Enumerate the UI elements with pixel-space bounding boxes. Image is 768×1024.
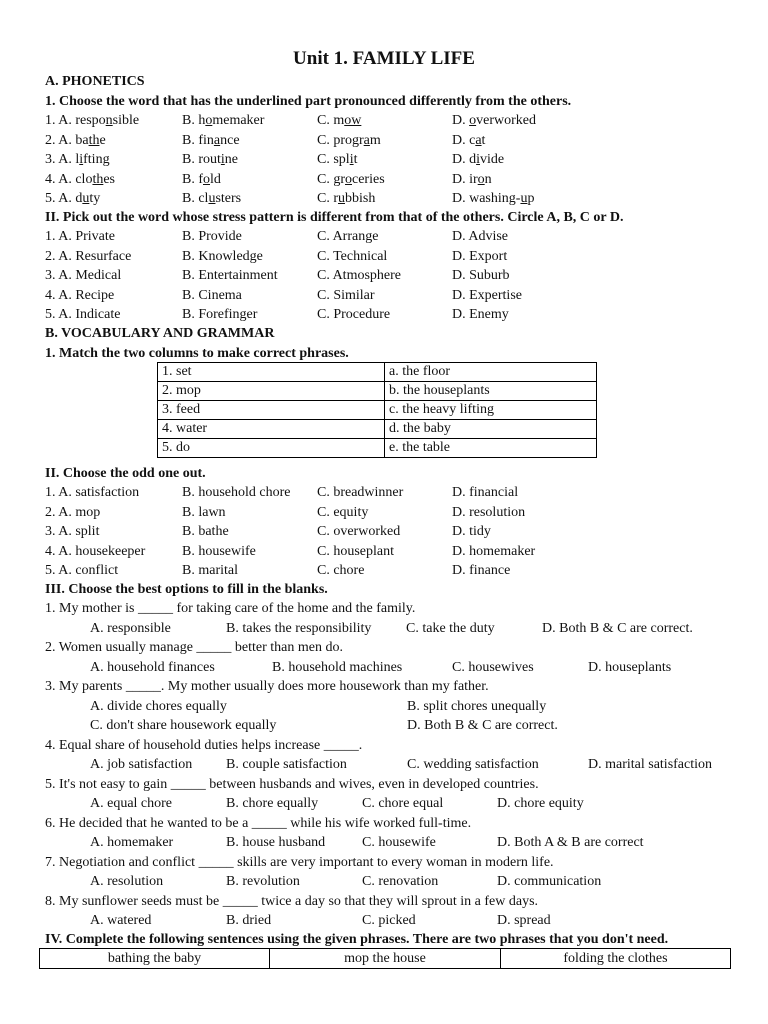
answer-option: 3. A. split [45,524,100,539]
answer-option: D. washing-up [452,191,535,206]
multiple-choice-heading: III. Choose the best options to fill in the blanks. [45,582,328,597]
answer-option: 2. A. bathe [45,132,106,148]
answer-option: D. communication [497,874,602,889]
stress-heading: II. Pick out the word whose stress pattern is different from that of the others. Circle A, B, C or D. [45,210,624,225]
underlined-part: u [82,191,90,206]
answer-option: 2. A. mop [45,504,101,520]
answer-option: C. split [317,152,358,167]
answer-option: C. houseplant [317,543,394,559]
answer-option: D. Both B & C are correct. [407,718,558,733]
question-text: 5. It's not easy to gain _____ between husbands and wives, even in developed countries. [45,776,539,792]
answer-option: A. watered [90,913,152,928]
question-text: 7. Negotiation and conflict _____ skills are very important to every woman in modern life. [45,854,554,870]
phrase-cell: bathing the baby [40,949,270,969]
underlined-part: n [105,113,113,128]
answer-option: B. clusters [182,191,242,206]
pronunciation-heading: 1. Choose the word that has the underlined part pronounced differently from the others. [45,94,572,109]
underlined-part: i [349,152,354,167]
page-title: Unit 1. FAMILY LIFE [293,48,475,69]
answer-option: C. chore [317,563,365,578]
table-cell: d. the baby [385,420,597,439]
answer-option: C. don't share housework equally [90,718,277,733]
table-cell: 4. water [158,420,385,439]
answer-option: D. homemaker [452,543,536,559]
question-text: 8. My sunflower seeds must be _____ twice a day so that they will sprout in a few days. [45,893,539,909]
underlined-part: o [205,113,213,128]
answer-option: D. tidy [452,524,491,539]
table-cell: 1. set [158,363,385,382]
answer-option: C. Procedure [317,307,391,322]
answer-option: 5. A. conflict [45,563,119,578]
table-cell: a. the floor [385,363,597,382]
answer-option: 1. A. satisfaction [45,485,140,500]
answer-option: 3. A. Medical [45,268,122,283]
answer-option: B. Cinema [182,287,242,303]
answer-option: A. resolution [90,874,164,889]
answer-option: 4. A. housekeeper [45,543,146,559]
answer-option: D. spread [497,913,551,928]
answer-option: D. finance [452,563,511,578]
answer-option: C. equity [317,504,369,520]
underlined-part: ow [344,113,362,128]
question-text: 4. Equal share of household duties helps increase _____. [45,737,363,753]
answer-option: D. overworked [452,113,536,128]
table-cell: c. the heavy lifting [385,401,597,420]
answer-option: D. houseplants [588,659,672,675]
answer-option: A. job satisfaction [90,757,193,772]
underlined-part: a [213,132,221,148]
answer-option: C. mow [317,113,362,128]
answer-option: C. take the duty [406,620,495,636]
answer-option: B. chore equally [226,796,319,811]
answer-option: D. resolution [452,504,526,520]
table-cell: e. the table [385,439,597,458]
section-b-heading: B. VOCABULARY AND GRAMMAR [45,326,275,341]
answer-option: D. Export [452,248,508,264]
answer-option: D. Both A & B are correct [497,835,644,850]
table-row [40,949,731,969]
odd-one-out-heading: II. Choose the odd one out. [45,466,206,481]
answer-option: D. financial [452,485,519,500]
underlined-part: u [520,191,528,206]
table-cell: 2. mop [158,382,385,401]
answer-option: C. renovation [362,874,439,889]
underlined-part: o [345,171,352,187]
answer-option: B. couple satisfaction [226,757,347,772]
answer-option: C. groceries [317,171,385,187]
answer-option: D. Suburb [452,268,510,283]
answer-option: C. breadwinner [317,485,404,500]
answer-option: C. picked [362,913,416,928]
underlined-part: a [475,132,482,148]
question-text: 6. He decided that he wanted to be a _____ while his wife worked full-time. [45,815,472,831]
answer-option: B. routine [182,152,238,167]
answer-option: B. finance [182,132,240,148]
answer-option: B. marital [182,563,238,578]
question-text: 2. Women usually manage _____ better than men do. [45,640,343,655]
answer-option: B. house husband [226,835,326,850]
answer-option: D. divide [452,152,505,167]
answer-option: B. Provide [182,229,242,244]
answer-option: B. lawn [182,504,226,520]
phrase-cell: folding the clothes [501,949,731,969]
answer-option: C. chore equal [362,796,444,811]
answer-option: 1. A. responsible [45,113,140,128]
answer-option: C. overworked [317,524,401,539]
answer-option: B. homemaker [182,113,265,128]
answer-option: D. Enemy [452,307,509,322]
answer-option: C. Technical [317,248,388,264]
answer-option: C. rubbish [317,191,376,206]
answer-option: B. takes the responsibility [226,620,372,636]
answer-option: A. equal chore [90,796,173,811]
answer-option: C. wedding satisfaction [407,757,539,772]
answer-option: B. bathe [182,524,229,539]
answer-option: 5. A. Indicate [45,307,121,322]
answer-option: D. Advise [452,229,508,244]
underlined-part: o [469,113,477,128]
answer-option: B. Knowledge [182,248,263,264]
answer-option: C. program [317,132,381,148]
answer-option: B. Forefinger [182,307,258,322]
answer-option: C. housewife [362,835,436,850]
table-row [158,363,597,382]
answer-option: B. fold [182,171,221,187]
answer-option: C. housewives [452,659,534,675]
answer-option: 4. A. Recipe [45,287,115,303]
underlined-part: i [79,152,84,167]
underlined-part: i [476,152,481,167]
answer-option: B. household chore [182,485,291,500]
answer-option: C. Similar [317,287,375,303]
answer-option: 2. A. Resurface [45,248,132,264]
table-row [158,420,597,439]
answer-option: D. cat [452,132,486,148]
match-heading: 1. Match the two columns to make correct phrases. [45,346,349,361]
answer-option: D. marital satisfaction [588,757,713,772]
answer-option: 4. A. clothes [45,171,116,187]
answer-option: B. housewife [182,543,256,559]
table-cell: b. the houseplants [385,382,597,401]
table-cell: 5. do [158,439,385,458]
answer-option: D. Both B & C are correct. [542,620,693,636]
answer-option: A. divide chores equally [90,698,227,714]
underlined-part: u [208,191,216,206]
table-row [158,401,597,420]
question-text: 1. My mother is _____ for taking care of the home and the family. [45,601,416,616]
underlined-part: u [338,191,345,206]
table-row [158,382,597,401]
question-text: 3. My parents _____. My mother usually does more housework than my father. [45,679,489,694]
underlined-part: th [88,132,100,148]
answer-option: D. iron [452,171,492,187]
underlined-part: a [363,132,370,148]
phrase-box [39,948,731,969]
answer-option: C. Arrange [317,229,379,244]
phrase-cell: mop the house [270,949,501,969]
underlined-part: o [203,171,210,187]
answer-option: A. household finances [90,659,215,675]
answer-option: B. dried [226,913,272,928]
answer-option: B. household machines [272,659,403,675]
answer-option: 3. A. lifting [45,152,110,167]
table-row [158,439,597,458]
answer-option: A. homemaker [90,835,174,850]
match-table [157,362,597,458]
answer-option: B. revolution [226,874,300,889]
answer-option: D. chore equity [497,796,584,811]
underlined-part: th [92,171,104,187]
answer-option: D. Expertise [452,287,522,303]
answer-option: A. responsible [90,620,171,636]
complete-heading: IV. Complete the following sentences using the given phrases. There are two phrases that you don't need. [45,932,669,947]
answer-option: C. Atmosphere [317,268,401,283]
answer-option: B. split chores unequally [407,698,547,714]
answer-option: B. Entertainment [182,268,278,283]
section-a-heading: A. PHONETICS [45,74,145,89]
underlined-part: i [220,152,225,167]
answer-option: 5. A. duty [45,191,101,206]
answer-option: 1. A. Private [45,229,115,244]
table-cell: 3. feed [158,401,385,420]
underlined-part: o [477,171,485,187]
